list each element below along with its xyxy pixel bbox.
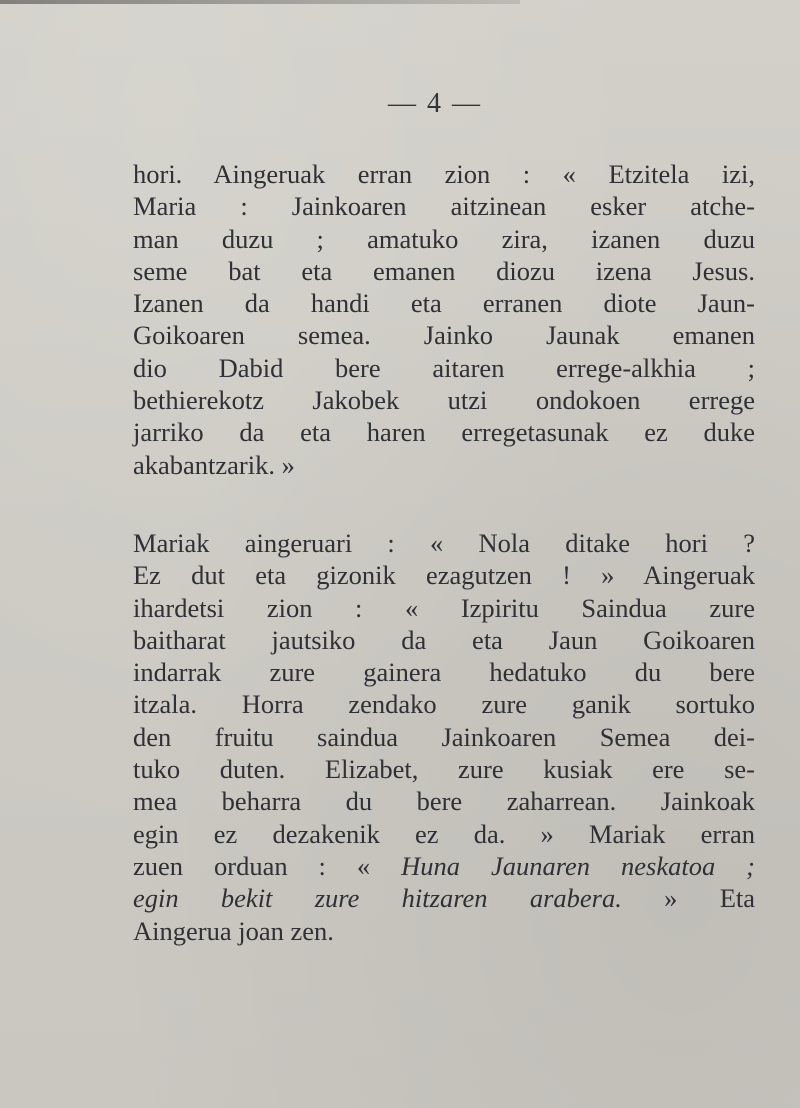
text-line: ihardetsi zion : « Izpiritu Saindua zure	[133, 592, 755, 623]
text-line-mixed	[133, 882, 755, 914]
text-line: tuko duten. Elizabet, zure kusiak ere se-	[133, 754, 755, 785]
text-line: dio Dabid bere aitaren errege-alkhia ;	[133, 352, 755, 383]
page-text	[133, 158, 755, 947]
italic-quote: egin bekit zure hitzaren arabera.	[133, 883, 622, 914]
text-line: indarrak zure gainera hedatuko du bere	[133, 657, 755, 688]
text-run: » Eta	[621, 883, 756, 914]
text-line: baitharat jautsiko da eta Jaun Goikoaren	[133, 624, 755, 655]
text-line: Aingerua joan zen.	[133, 915, 334, 946]
text-line: mea beharra du bere zaharrean. Jainkoak	[133, 786, 755, 817]
text-line: den fruitu saindua Jainkoaren Semea dei-	[133, 721, 755, 752]
text-line: jarriko da eta haren erregetasunak ez duke	[133, 417, 755, 448]
page-top-edge	[0, 0, 520, 4]
text-line: akabantzarik. »	[133, 449, 295, 480]
page-number: — 4 —	[388, 88, 482, 119]
paragraph-2	[133, 527, 755, 947]
italic-quote: Huna Jaunaren neskatoa ;	[401, 850, 756, 881]
text-line: Maria : Jainkoaren aitzinean esker atche-	[133, 191, 755, 222]
text-line: Goikoaren semea. Jainko Jaunak emanen	[133, 320, 755, 351]
text-line: Izanen da handi eta erranen diote Jaun-	[133, 288, 755, 319]
text-line: Mariak aingeruari : « Nola ditake hori ?	[133, 527, 755, 558]
text-line: itzala. Horra zendako zure ganik sortuko	[133, 689, 755, 720]
text-line-mixed	[133, 850, 755, 882]
text-line: egin ez dezakenik ez da. » Mariak erran	[133, 818, 755, 849]
text-line: hori. Aingeruak erran zion : « Etzitela izi,	[133, 159, 755, 189]
paragraph-spacer	[133, 481, 755, 527]
text-line: seme bat eta emanen diozu izena Jesus.	[133, 255, 755, 286]
text-run: zuen orduan : «	[133, 850, 402, 881]
text-line: bethierekotz Jakobek utzi ondokoen errege	[133, 385, 755, 416]
text-line: Ez dut eta gizonik ezagutzen ! » Aingeruak	[133, 560, 755, 591]
text-line: man duzu ; amatuko zira, izanen duzu	[133, 223, 755, 254]
paragraph-1	[133, 158, 755, 481]
